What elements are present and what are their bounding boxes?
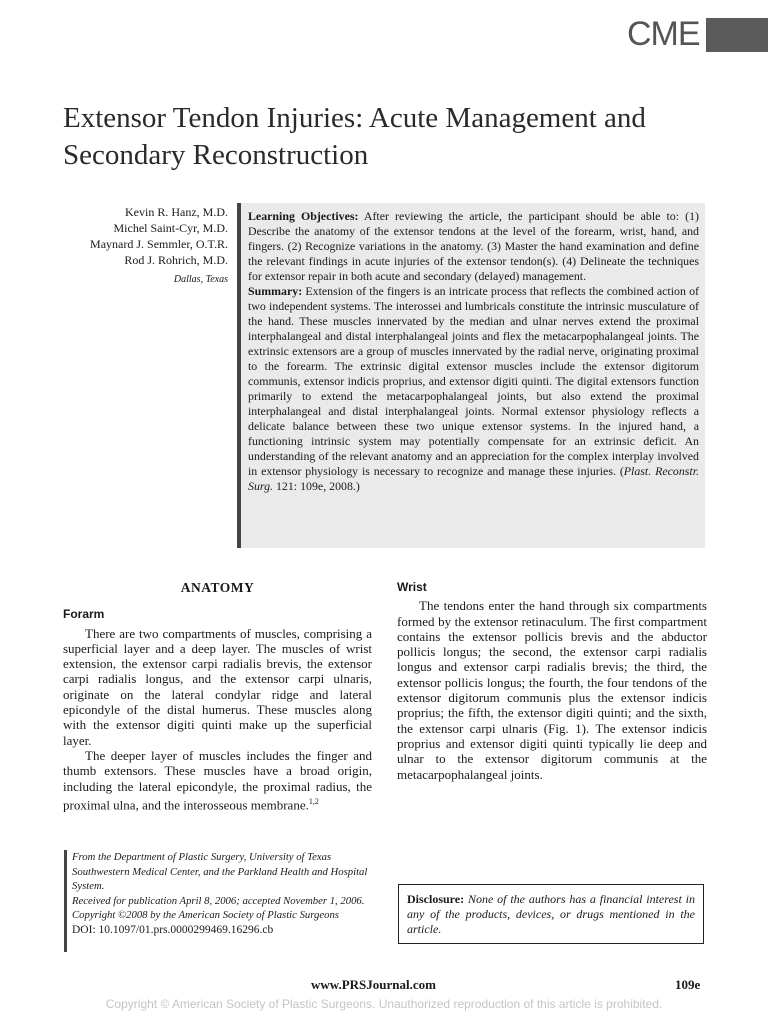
anatomy-heading: ANATOMY [180,580,255,595]
objectives-rule [237,203,241,548]
forearm-paragraph-2 [63,748,372,813]
objectives-text: After reviewing the article, the participant should be able to: (1) Describe the anatomy of the extensor tendons at the level of the forearm, wrist, hand, and fingers. (2) Recognize variations in the anatomy. (3) Master the hand examination and define the relevant findings in acute injuries of the extensor tendon(s). (4) Delineate the techniques for extensor repair in both acute and secondary (delayed) management. [248,209,699,283]
page-number: 109e [675,977,701,992]
author-location: Dallas, Texas [173,274,228,285]
forearm-heading: Forarm [63,607,105,622]
disclosure-label: Disclosure: [407,892,465,906]
disclosure-text: None of the authors has a financial interest in any of the products, devices, or drugs mentioned in the article. [407,892,696,936]
wrist-paragraph: The tendons enter the hand through six compartments formed by the extensor retinaculum. The first compartment contains the extensor pollicis brevis and the abductor pollicis longus; the second, the extensor carpi radialis longus and extensor carpi radialis brevis; the third, the extensor pollicis longus; the fourth, the four tendons of the extensor digitorum communis plus the extensor indicis proprius; the fifth, the extensor digiti quinti; and the sixth, the extensor carpi ulnaris (Fig. 1). The extensor indicis proprius and extensor digiti quinti typically lie deep and ulnar to the extensor digitorum communis at the metacarpophalangeal joints. [397,598,707,782]
cme-badge-label: CME [627,15,700,53]
author-name: Rod J. Rohrich, M.D. [124,253,228,267]
citation-open: ( [619,464,624,478]
author-name: Kevin R. Hanz, M.D. [125,205,228,219]
journal-url[interactable]: www.PRSJournal.com [311,977,436,992]
wrist-heading: Wrist [397,580,427,594]
forearm-paragraph-1: There are two compartments of muscles, comprising a superficial layer and a deep layer. The muscles of wrist extension, the extensor carpi radialis brevis, the extensor carpi radialis longus, and the extensor carpi ulnaris, originate on the lateral condylar ridge and lateral epicondyle of the distal humerus. These muscles along with the extensor digiti quinti make up the superficial layer. [63,625,372,748]
objectives-paragraph [248,209,699,284]
author-name: Maynard J. Semmler, O.T.R. [90,237,228,251]
summary-text: Extension of the fingers is an intricate process that reflects the combined action of two independent systems. The interossei and lumbricals constitute the intrinsic musculature of the hand. These muscles innervated by the median and ulnar nerves extend the proximal interphalangeal and distal interphalangeal joints and flex the metacarpophalangeal joints. The extrinsic extensors are a group of muscles innervated by the radial nerve, originating proximal to the forearm. The extrinsic digital extensor muscles include the extensor digitorum communis, extensor indicis proprius, and extensor digiti quinti. The digital extensors function primarily to extend the metacarpophalangeal joints, but also extend the proximal interphalangeal and distal interphalangeal joints. Normal extensor physiology reflects a delicate balance between these two unique extensor systems. In the injured hand, a functioning intrinsic system may potentially compensate for an extrinsic deficit. An understanding of the relevant anatomy and an appreciation for the complex interplay involved in extensor physiology is necessary to recognize and manage these injuries. [248,284,700,478]
summary-label: Summary: [248,284,303,298]
doi-text: DOI: 10.1097/01.prs.0000299469.16296.cb [72,923,274,936]
copyright-text: Copyright ©2008 by the American Society of Plastic Surgeons [72,909,339,921]
author-name: Michel Saint-Cyr, M.D. [113,221,228,235]
learning-objectives-box [237,203,705,548]
right-column [397,580,707,782]
received-text: Received for publication April 8, 2006; accepted November 1, 2006. [72,894,365,907]
author-list [40,204,228,288]
objectives-label: Learning Objectives: [248,209,359,223]
article-title: Extensor Tendon Injuries: Acute Management and Secondary Reconstruction [63,102,646,171]
reference-superscript: 1,2 [308,796,319,806]
left-column [63,580,372,812]
citation-details: 121: 109e, 2008.) [273,479,360,493]
disclosure-box [398,884,704,944]
forearm-paragraph-2-text: The deeper layer of muscles includes the finger and thumb extensors. These muscles have a broad origin, including the lateral epicondyle, the proximal radius, the proximal ulna, and the interosseous membrane. [63,747,372,813]
summary-paragraph [248,284,699,494]
copyright-watermark: Copyright © American Society of Plastic Surgeons. Unauthorized reproduction of this article is prohibited. [105,997,663,1011]
footnote-rule [64,850,67,952]
affiliation-text: From the Department of Plastic Surgery, University of Texas Southwestern Medical Center, and the Parkland Health and Hospital System. [72,851,368,892]
cme-badge-bar [706,18,768,52]
citation-journal: Plast. Reconstr. Surg. [248,464,699,493]
